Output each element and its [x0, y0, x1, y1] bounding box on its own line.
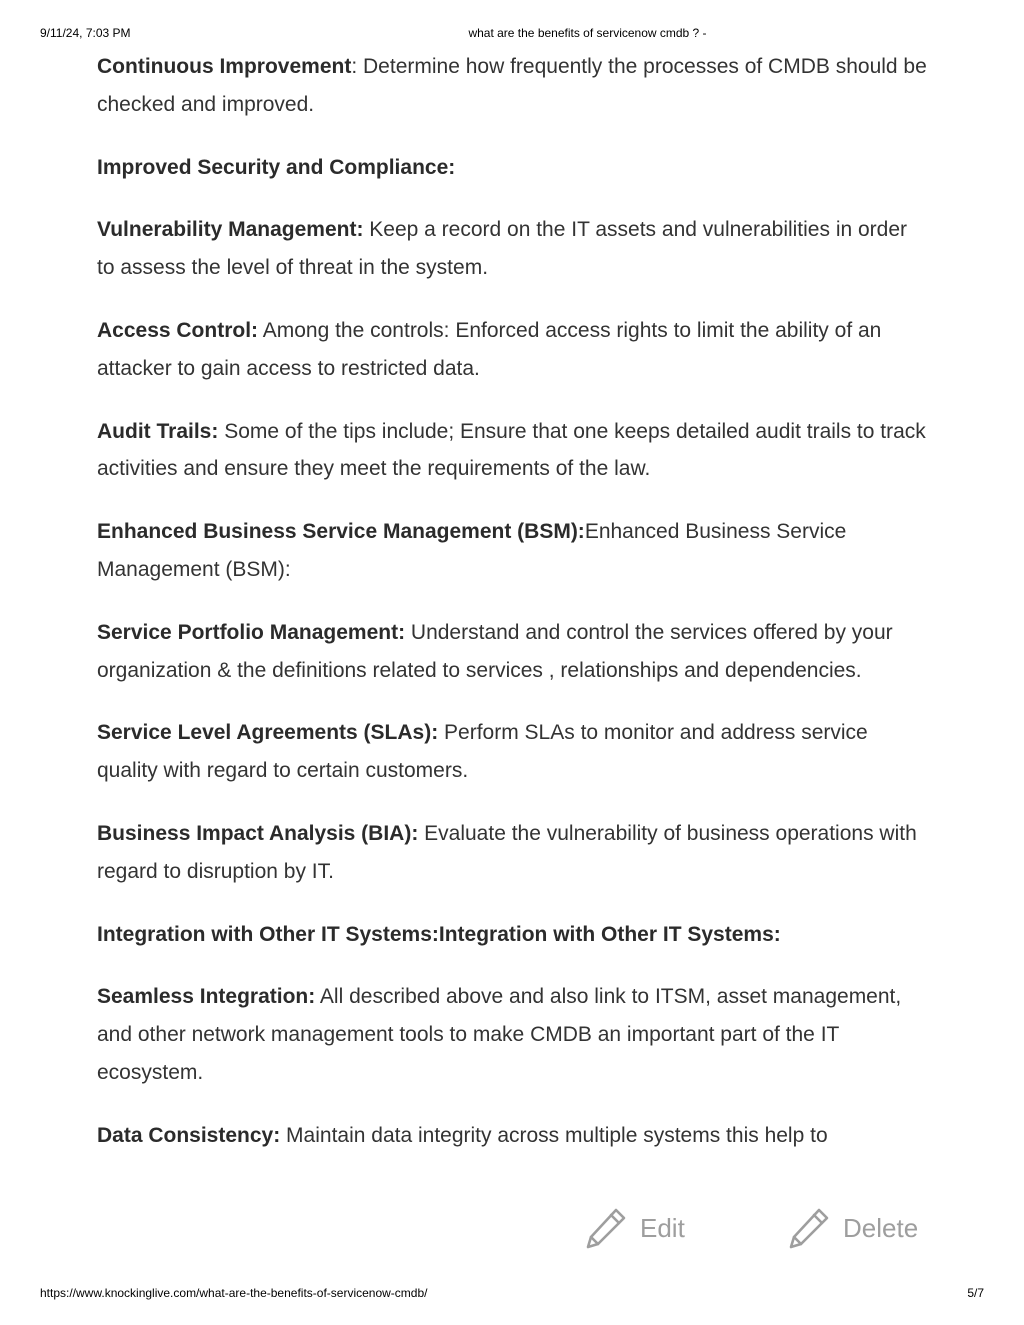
print-footer: [0, 1286, 1024, 1302]
paragraph-heading: Access Control:: [97, 318, 259, 342]
paragraph-heading: Continuous Improvement: [97, 55, 352, 78]
article-content: [97, 48, 927, 1176]
paragraph-text: All described above and also link to ITSM, asset management, and other network management tools to make CMDB an important part of the IT ecosystem.: [97, 985, 902, 1084]
paragraph: [97, 614, 927, 690]
paragraph: [97, 211, 927, 287]
paragraph-heading: Service Level Agreements (SLAs):: [97, 721, 439, 745]
paragraph: [97, 48, 927, 124]
paragraph-text: Keep a record on the IT assets and vulnerabilities in order to assess the level of threat in the system.: [97, 218, 908, 280]
paragraph-text: Understand and control the services offered by your organization & the definitions related to services , relationships and dependencies.: [97, 620, 893, 682]
paragraph: [97, 815, 927, 891]
paragraph-text: Among the controls: Enforced access rights to limit the ability of an attacker to gain access to restricted data.: [97, 318, 882, 380]
paragraph-heading: Seamless Integration:: [97, 985, 316, 1009]
page-url: https://www.knockinglive.com/what-are-the-benefits-of-servicenow-cmdb/: [40, 1286, 428, 1300]
delete-label: Delete: [843, 1212, 919, 1243]
paragraph-heading: Business Impact Analysis (BIA):: [97, 821, 419, 845]
paragraph-heading: Enhanced Business Service Management (BSM):: [97, 520, 585, 544]
print-header: [0, 26, 1024, 42]
paragraph: [97, 714, 927, 790]
paragraph-heading: Data Consistency:: [97, 1123, 281, 1147]
section-heading: [97, 916, 927, 954]
edit-label: Edit: [640, 1212, 685, 1243]
paragraph: [97, 312, 927, 388]
paragraph-heading: Improved Security and Compliance:: [97, 155, 456, 179]
paragraph-text: : Determine how frequently the processes of CMDB should be checked and improved.: [97, 55, 927, 116]
pencil-icon: [584, 1206, 628, 1250]
paragraph: [97, 978, 927, 1091]
paragraph-text: Some of the tips include; Ensure that one keeps detailed audit trails to track activities and ensure they meet the requirements of the law.: [97, 419, 926, 481]
paragraph-heading: Audit Trails:: [97, 419, 219, 443]
print-page-title: what are the benefits of servicenow cmdb ? -: [468, 26, 707, 40]
print-datetime: 9/11/24, 7:03 PM: [40, 26, 131, 40]
page-number: 5/7: [967, 1286, 984, 1300]
paragraph-heading: Vulnerability Management:: [97, 218, 364, 242]
paragraph-text: Maintain data integrity across multiple systems this help to: [280, 1123, 828, 1147]
delete-button[interactable]: [787, 1204, 918, 1252]
action-bar: [0, 1204, 1024, 1252]
edit-button[interactable]: [584, 1204, 685, 1252]
paragraph: [97, 1117, 927, 1155]
paragraph-heading: Service Portfolio Management:: [97, 620, 406, 644]
paragraph-text: Enhanced Business Service Management (BSM):: [97, 520, 847, 581]
paragraph: [97, 413, 927, 489]
pencil-icon: [787, 1206, 831, 1250]
paragraph-heading: Integration with Other IT Systems:Integration with Other IT Systems:: [97, 922, 781, 946]
paragraph-text: Perform SLAs to monitor and address service quality with regard to certain customers.: [97, 721, 868, 783]
section-heading: [97, 149, 927, 187]
section-heading: [97, 513, 927, 589]
paragraph-text: Evaluate the vulnerability of business operations with regard to disruption by IT.: [97, 821, 917, 883]
